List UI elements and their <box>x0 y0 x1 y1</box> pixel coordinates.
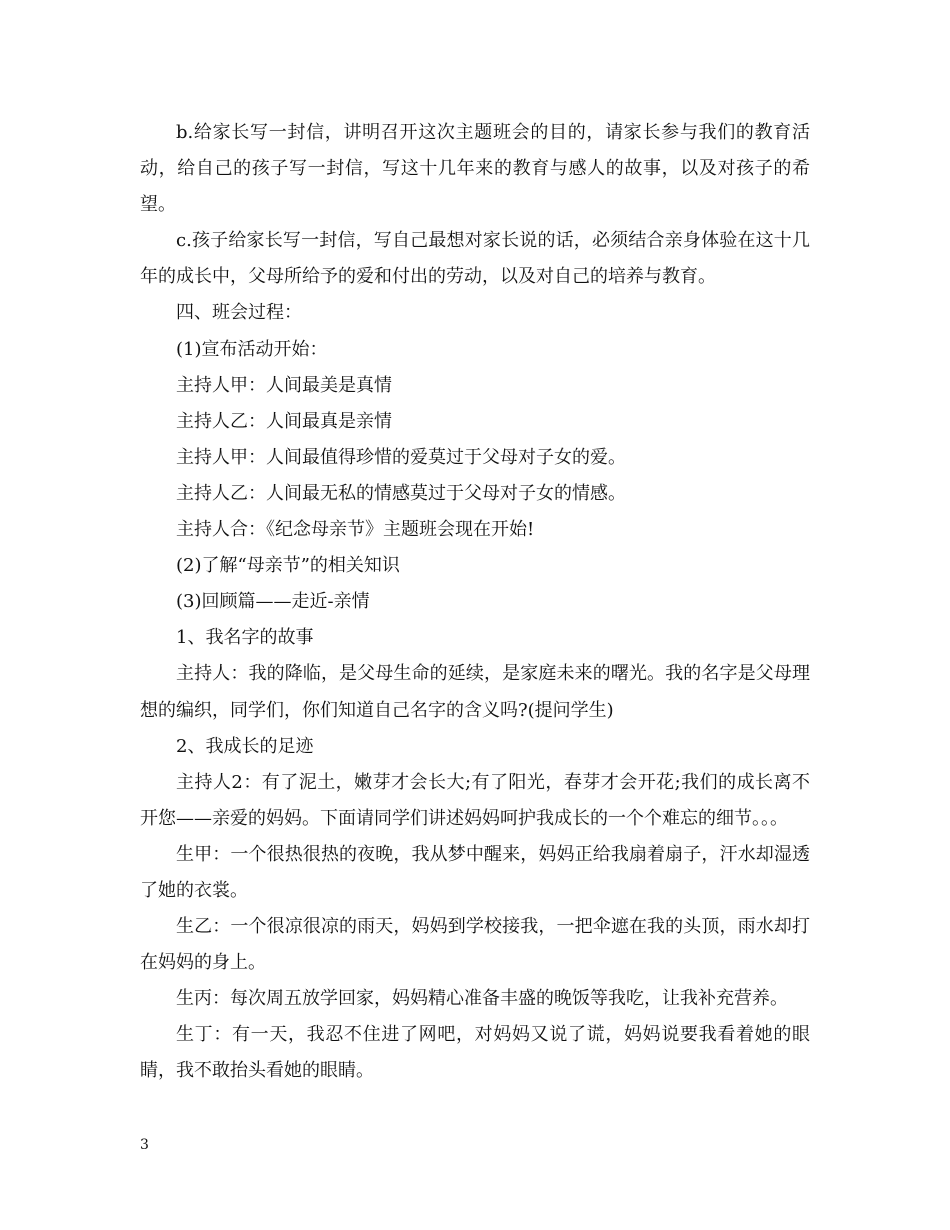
step-announce-start: (1)宣布活动开始： <box>176 338 328 360</box>
paragraph-letter-to-parents: b.给家长写一封信，讲明召开这次主题班会的目的，请家长参与我们的教育活动，给自己的孩子写一封信，写这十几年来的教育与感人的故事，以及对孩子的希望。 <box>140 122 810 216</box>
step-mothers-day-knowledge: (2)了解“母亲节”的相关知识 <box>176 555 400 577</box>
subheading-growth-footprints: 2、我成长的足迹 <box>176 735 314 757</box>
page-number: 3 <box>140 1137 149 1153</box>
step-review-section: (3)回顾篇——走近-亲情 <box>176 591 370 613</box>
host-b-line-1: 主持人乙：人间最真是亲情 <box>176 410 392 432</box>
student-c-paragraph: 生丙：每次周五放学回家，妈妈精心准备丰盛的晚饭等我吃，让我补充营养。 <box>176 988 788 1010</box>
host-name-story-paragraph: 主持人：我的降临，是父母生命的延续，是家庭未来的曙光。我的名字是父母理想的编织，同学们，你们知道自己名字的含义吗?(提问学生) <box>140 663 810 721</box>
host-2-growth-paragraph: 主持人2：有了泥土，嫩芽才会长大;有了阳光，春芽才会开花;我们的成长离不开您——亲爱的妈妈。下面请同学们讲述妈妈呵护我成长的一个个难忘的细节。。。 <box>140 771 810 829</box>
host-b-line-2: 主持人乙：人间最无私的情感莫过于父母对子女的情感。 <box>176 482 626 504</box>
document-body <box>140 115 810 1090</box>
student-d-paragraph: 生丁：有一天，我忍不住进了网吧，对妈妈又说了谎，妈妈说要我看着她的眼睛，我不敢抬头看她的眼睛。 <box>140 1024 810 1082</box>
student-b-paragraph: 生乙：一个很凉很凉的雨天，妈妈到学校接我，一把伞遮在我的头顶，雨水却打在妈妈的身上。 <box>140 916 810 974</box>
student-a-paragraph: 生甲：一个很热很热的夜晚，我从梦中醒来，妈妈正给我扇着扇子，汗水却湿透了她的衣裳。 <box>140 843 810 901</box>
host-a-line-2: 主持人甲：人间最值得珍惜的爱莫过于父母对子女的爱。 <box>176 446 626 468</box>
subheading-name-story: 1、我名字的故事 <box>176 627 314 649</box>
section-heading-process: 四、班会过程： <box>176 302 302 324</box>
hosts-together-line: 主持人合：《纪念母亲节》主题班会现在开始! <box>176 519 535 541</box>
paragraph-letter-to-children: c.孩子给家长写一封信，写自己最想对家长说的话，必须结合亲身体验在这十几年的成长中，父母所给予的爱和付出的劳动，以及对自己的培养与教育。 <box>140 230 810 288</box>
host-a-line-1: 主持人甲：人间最美是真情 <box>176 374 392 396</box>
